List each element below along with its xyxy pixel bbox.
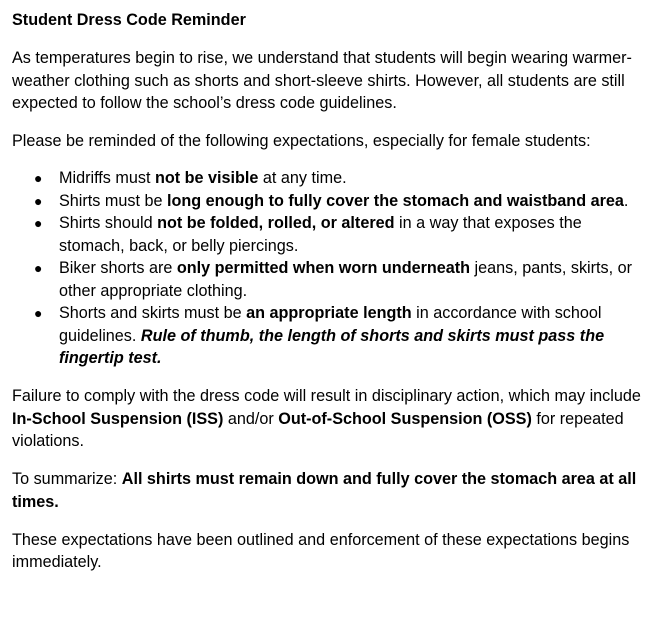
reminder-paragraph: Please be reminded of the following expectations, especially for female students: <box>12 131 591 150</box>
rule-text: Midriffs must <box>59 169 155 187</box>
list-item <box>12 190 643 213</box>
closing-paragraph: These expectations have been outlined and enforcement of these expectations begins immediately. <box>12 530 630 571</box>
rule-text: at any time. <box>258 169 347 187</box>
rule-emphasis: an appropriate length <box>246 304 412 322</box>
bullet-icon: ● <box>34 192 43 209</box>
bullet-icon: ● <box>34 260 43 276</box>
list-item <box>12 257 643 302</box>
summary-paragraph <box>12 468 643 513</box>
consequence-paragraph <box>12 385 643 453</box>
consequence-text: Failure to comply with the dress code will result in disciplinary action, which may include <box>12 387 641 405</box>
rule-emphasis: only permitted when worn underneath <box>176 259 471 277</box>
rule-emphasis: long enough to fully cover the stomach and waistband area <box>166 191 624 210</box>
rule-text: Biker shorts are <box>59 259 177 277</box>
rule-text: jeans, pants, skirts, or other appropriate clothing. <box>59 259 633 300</box>
iss-emphasis: In-School Suspension (ISS) <box>12 409 224 428</box>
rules-list <box>12 167 643 370</box>
intro-paragraph: As temperatures begin to rise, we understand that students will begin wearing warmer-weather clothing such as shorts and short-sleeve shirts. However, all students are still expected to follow the school’s dress code guidelines. <box>12 49 632 112</box>
consequence-text: and/or <box>223 409 279 428</box>
rule-emphasis: not be visible <box>154 169 259 187</box>
rule-text: Shorts and skirts must be <box>59 304 247 322</box>
rule-text: . <box>623 191 629 210</box>
rule-text: Shirts should <box>59 214 158 232</box>
rule-text: in a way that exposes the stomach, back, or belly piercings. <box>59 214 582 255</box>
rule-text: Shirts must be <box>59 191 167 210</box>
rule-of-thumb: Rule of thumb, the length of shorts and skirts must pass the fingertip test. <box>59 326 605 367</box>
bullet-icon: ● <box>34 215 43 231</box>
summary-emphasis: All shirts must remain down and fully cover the stomach area at all times. <box>12 470 637 511</box>
rule-emphasis: not be folded, rolled, or altered <box>157 214 395 232</box>
document-title: Student Dress Code Reminder <box>12 11 246 29</box>
summary-lead: To summarize: <box>12 470 122 488</box>
rule-text: in accordance with school guidelines. <box>59 304 602 345</box>
bullet-icon: ● <box>34 170 43 186</box>
consequence-text: for repeated violations. <box>12 409 624 450</box>
list-item <box>12 302 643 370</box>
oss-emphasis: Out-of-School Suspension (OSS) <box>278 409 532 428</box>
bullet-icon: ● <box>34 305 43 321</box>
list-item <box>12 167 643 190</box>
list-item <box>12 212 643 257</box>
